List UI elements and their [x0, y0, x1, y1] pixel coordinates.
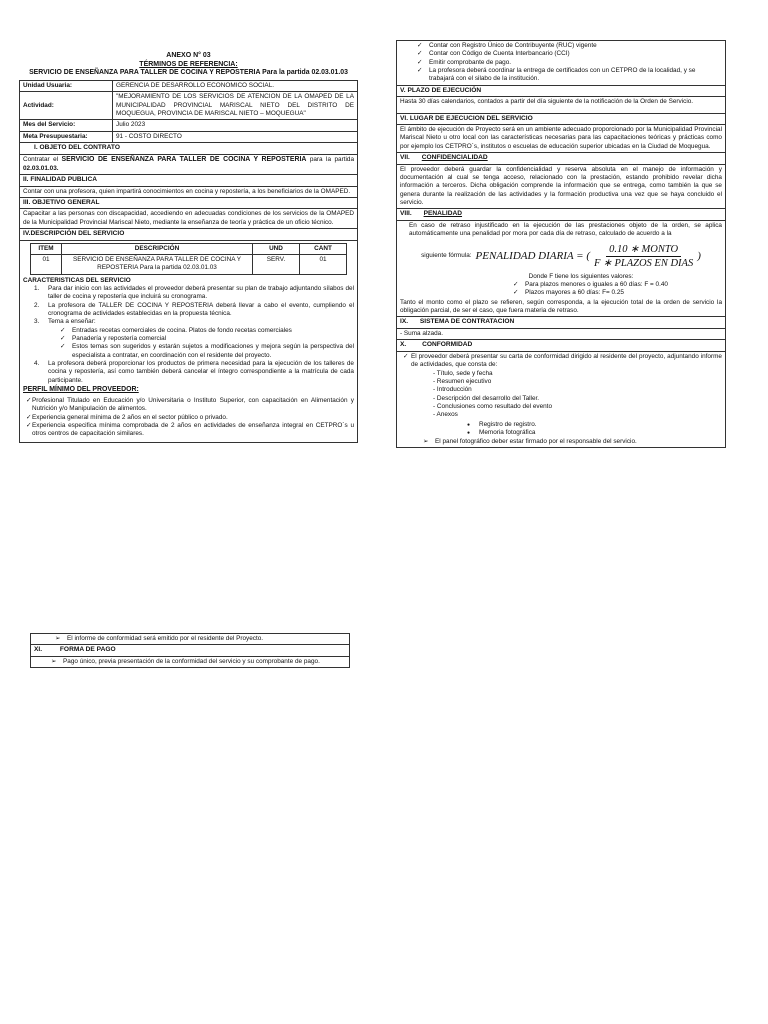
section-confidencialidad-title — [397, 153, 725, 165]
cell-cant: 01 — [319, 255, 327, 263]
item-text: La profesora de TALLER DE COCINA Y REPOSTERIA deberá llevar a cabo el evento, cumpliendo el cronograma de actividades establecidas en la propuesta técnica. — [48, 301, 354, 317]
info-actividad — [20, 92, 357, 120]
penalidad-text: En caso de retraso injustificado en la ejecución de las prestaciones objeto de la orden, se aplica automáticamente una penalidad por mora por cada día de retraso, calculado de acuerdo a la — [409, 221, 722, 238]
list-item — [34, 360, 354, 385]
section-objeto-text — [20, 155, 357, 175]
list-item: - Conclusiones como resultado del evento — [433, 402, 553, 410]
list-item: ✓ El proveedor deberá presentar su carta de conformidad dirigido al residente del proyecto, adjuntando informe de actividades, que consta de: — [397, 353, 722, 370]
unidad-value: GERENCIA DE DESARROLLO ECONOMICO SOCIAL. — [116, 82, 275, 90]
service-table — [30, 243, 347, 275]
section-lugar-title: VI. LUGAR DE EJECUCION DEL SERVICIO — [397, 114, 725, 126]
objeto-mid: para la partida — [309, 155, 355, 163]
list-item: ✓ Experiencia general mínima de 2 años en el sector público o privado. — [20, 414, 354, 422]
section-plazo-text: Hasta 30 días calendarios, contados a partir del día siguiente de la notificación de la Orden de Servicio. — [397, 97, 725, 113]
perfil-title: PERFIL MÍNIMO DEL PROVEEDOR: — [23, 385, 139, 393]
formula-denominator: F ∗ PLAZOS EN DIAS — [594, 258, 694, 270]
informe-note-list — [31, 634, 349, 645]
section-penalidad-title — [397, 209, 725, 221]
donde-text: Donde F tiene los siguientes valores: — [528, 272, 634, 280]
section-confidencialidad-text: El proveedor deberá guardar la confidencialidad y reserva absoluta en el manejo de información y documentación al cual se tenga acceso, relacionado con la prestación, estando prohibido revelar dicha información a terceros. Dicha obligación comprende la información que se entrega, como también la que se genera durante la realización de las actividades y la formación productiva una vez que se haya concluido el servicio. — [397, 165, 725, 210]
requisitos-list — [397, 41, 725, 86]
list-item: - Resumen ejecutivo — [433, 377, 492, 385]
list-item — [34, 285, 354, 302]
item-text: La profesora deberá proporcionar los productos de primera necesidad para la ejecución de los talleres de cocina y repostería, así como también deberá cancelar el íntegro correspondiente a la matrícula de cada participante. — [48, 359, 354, 384]
col-descripcion: DESCRIPCIÓN — [62, 244, 253, 254]
anexos-list — [397, 421, 725, 438]
formula-lhs: PENALIDAD DIARIA = ( — [475, 250, 590, 263]
terms-box — [19, 80, 358, 442]
section-finalidad-text: Contar con una profesora, quien impartirá conocimientos en cocina y repostería, a los beneficiarios de la OMAPED. — [20, 187, 357, 198]
mes-value: Julio 2023 — [116, 121, 146, 129]
list-item — [34, 302, 354, 319]
list-item: - Introducción — [433, 386, 472, 394]
objeto-bold: SERVICIO DE ENSEÑANZA PARA TALLER DE COCINA Y REPOSTERIA — [61, 155, 307, 163]
info-unidad — [20, 81, 357, 92]
penalidad-formula — [397, 243, 725, 271]
list-item: - Anexos — [433, 411, 458, 419]
left-column — [19, 51, 358, 443]
formula-numerator: 0.10 ∗ MONTO — [606, 243, 681, 258]
col-item: ITEM — [31, 244, 62, 254]
section-sistema-title — [397, 317, 725, 329]
terms-box-continued — [396, 40, 726, 448]
list-item: ➢ El informe de conformidad será emitido por el residente del Proyecto. — [49, 635, 346, 643]
section-conformidad-body — [397, 352, 725, 448]
conformidad-num: X. — [400, 341, 407, 349]
info-mes — [20, 120, 357, 131]
section-descripcion-body — [20, 243, 357, 442]
mes-label: Mes del Servicio: — [20, 120, 113, 130]
actividad-value: "MEJORAMIENTO DE LOS SERVICIOS DE ATENCION DE LA OMAPED DE LA MUNICIPALIDAD PROVINCIAL MARISCAL NIETO DEL DISTRITO DE MOQUEGUA, PROVINCIA DE MARISCAL NIETO – MOQUEGUA" — [116, 93, 354, 118]
table-row — [31, 255, 346, 274]
list-item: - Descripción del desarrollo del Taller. — [433, 394, 540, 402]
section-objeto-title: I. OBJETO DEL CONTRATO — [20, 143, 357, 155]
sistema-label: SISTEMA DE CONTRATACION — [419, 318, 515, 326]
list-item: ➢ El panel fotográfico deber estar firmado por el responsable del servicio. — [417, 438, 725, 446]
col-cant: CANT — [314, 244, 332, 252]
section-conformidad-title — [397, 340, 725, 352]
item-text: Para dar inicio con las actividades el proveedor deberá presentar su plan de trabajo adjuntando sílabos del taller de cocina y repostería que incluirá su cronograma. — [48, 284, 354, 301]
list-item: ✓ Para plazos menores o iguales a 60 días: F = 0.40 — [507, 281, 725, 289]
item-number: 4. — [34, 359, 40, 367]
section-objetivo-title: III. OBJETIVO GENERAL — [20, 198, 357, 210]
caracteristicas-list — [20, 285, 357, 327]
list-item: ✓ Contar con Registro Único de Contribuyente (RUC) vigente — [411, 42, 722, 50]
list-item: ✓ Panadería y repostería comercial — [54, 335, 354, 343]
item-number: 1. — [34, 284, 40, 292]
section-penalidad-body — [397, 221, 725, 318]
objeto-partida: 02.03.01.03. — [23, 164, 59, 172]
section-pago-title — [31, 645, 349, 657]
caracteristicas-list-cont — [20, 360, 357, 385]
list-item: ➢ Pago único, previa presentación de la conformidad del servicio y su comprobante de pago. — [45, 658, 346, 666]
section-sistema-text: - Suma alzada. — [397, 329, 725, 340]
list-item: ✓ Contar con Código de Cuenta Interbancario (CCI) — [411, 50, 722, 58]
item-number: 3. — [34, 318, 40, 326]
objeto-pre: Contratar el — [23, 155, 59, 163]
cell-und: SERV. — [253, 255, 300, 274]
list-item — [34, 318, 354, 326]
penalidad-num: VIII. — [400, 210, 412, 218]
annex-number: ANEXO N° 03 — [166, 52, 211, 59]
right-column — [396, 40, 726, 448]
formula-fraction — [591, 243, 696, 271]
panel-note-list — [397, 438, 725, 446]
list-item: ● Registro de registro. — [467, 421, 725, 429]
service-table-header — [31, 244, 346, 255]
terms-box-bottom — [30, 633, 350, 668]
cell-item: 01 — [31, 255, 62, 274]
penalidad-tail: Tanto el monto como el plazo se refieren, según corresponda, a la ejecución total de la orden de servicio la obligación parcial, de ser el caso, que fuera materia de retraso. — [400, 298, 722, 315]
pago-label: FORMA DE PAGO — [59, 646, 116, 654]
formula-rhs: ) — [697, 250, 701, 263]
section-objetivo-text: Capacitar a las personas con discapacidad, accediendo en adecuadas condiciones de los servicios de la OMAPED de la Municipalidad Provincial Mariscal Nieto, mediante la enseñanza de teoría y práctica de un oficio técnico. — [20, 209, 357, 229]
section-plazo-title: V. PLAZO DE EJECUCIÓN — [397, 86, 725, 98]
formula-label: siguiente fórmula: — [421, 252, 472, 260]
list-item: - Título, sede y fecha — [433, 369, 493, 377]
meta-label: Meta Presupuestaria: — [20, 132, 113, 142]
item-text: Tema a enseñar: — [48, 318, 96, 326]
temas-list — [20, 327, 357, 360]
conformidad-intro-list — [397, 352, 725, 370]
list-item: ✓ Plazos mayores a 60 días: F= 0.25 — [507, 289, 725, 297]
meta-value: 91 - COSTO DIRECTO — [116, 132, 182, 140]
sistema-num: IX. — [400, 318, 409, 326]
pago-num: XI. — [34, 646, 43, 654]
informe-contents — [397, 370, 725, 420]
list-item: ✓ Experiencia especifica mínima comprobada de 2 años en actividades de enseñanza integral en CETPRO´s u otros centros de capacitación similares. — [20, 422, 354, 439]
list-item: ✓ La profesora deberá coordinar la entrega de certificados con un CETPRO de la localidad, y se trabajará con el silabo de la institución. — [411, 67, 722, 84]
list-item: ✓ Entradas recetas comerciales de cocina. Platos de fondo recetas comerciales — [54, 327, 354, 335]
unidad-label: Unidad Usuaria: — [20, 81, 113, 91]
section-descripcion-title: IV.DESCRIPCIÓN DEL SERVICIO — [20, 229, 357, 241]
doc-title: TÉRMINOS DE REFERENCIA: — [139, 61, 238, 69]
item-number: 2. — [34, 301, 40, 309]
bottom-block — [30, 633, 350, 668]
info-meta — [20, 132, 357, 143]
list-item: ● Memoria fotográfica — [467, 429, 725, 437]
conformidad-label: CONFORMIDAD — [422, 341, 473, 349]
caracteristicas-title: CARACTERISTICAS DEL SERVICIO — [23, 276, 131, 284]
confidencialidad-num: VII. — [400, 154, 410, 162]
list-item: ✓ Emitir comprobante de pago. — [411, 59, 722, 67]
list-item: ✓ Estos temas son sugeridos y estarán sujetos a modificaciones y mejora según la perspectiva del especialista a contratar, en coordinación con el residente del proyecto. — [54, 343, 354, 360]
penalidad-label: PENALIDAD — [423, 210, 463, 218]
section-lugar-text: El ámbito de ejecución de Proyecto será en un ambiente adecuado proporcionado por la Municipalidad Provincial Mariscal Nieto u otro local con las características necesarias para las capacitaciones teóricas y prácticas como por ejemplo los CETPRO´s, institutos o escuelas de educación superior ubicadas en la Ciudad de Moquegua. — [397, 125, 725, 153]
pago-list — [31, 657, 349, 667]
col-und: UND — [253, 244, 300, 254]
actividad-label: Actividad: — [20, 92, 113, 119]
perfil-list — [20, 395, 357, 439]
section-finalidad-title: II. FINALIDAD PUBLICA — [20, 175, 357, 187]
f-values-list — [397, 281, 725, 298]
list-item: ✓ Profesional Titulado en Educación y/o Universitaria o Instituto Superior, con capacitación en Alimentación y Nutrición y/o Manipulación de alimentos. — [20, 397, 354, 414]
cell-descripcion: SERVICIO DE ENSEÑANZA PARA TALLER DE COCINA Y REPOSTERIA Para la partida 02.03.01.03 — [62, 255, 253, 274]
confidencialidad-label: CONFIDENCIALIDAD — [421, 154, 488, 162]
doc-subtitle: SERVICIO DE ENSEÑANZA PARA TALLER DE COCINA Y REPOSTERIA Para la partida 02.03.01.03 — [29, 69, 348, 77]
